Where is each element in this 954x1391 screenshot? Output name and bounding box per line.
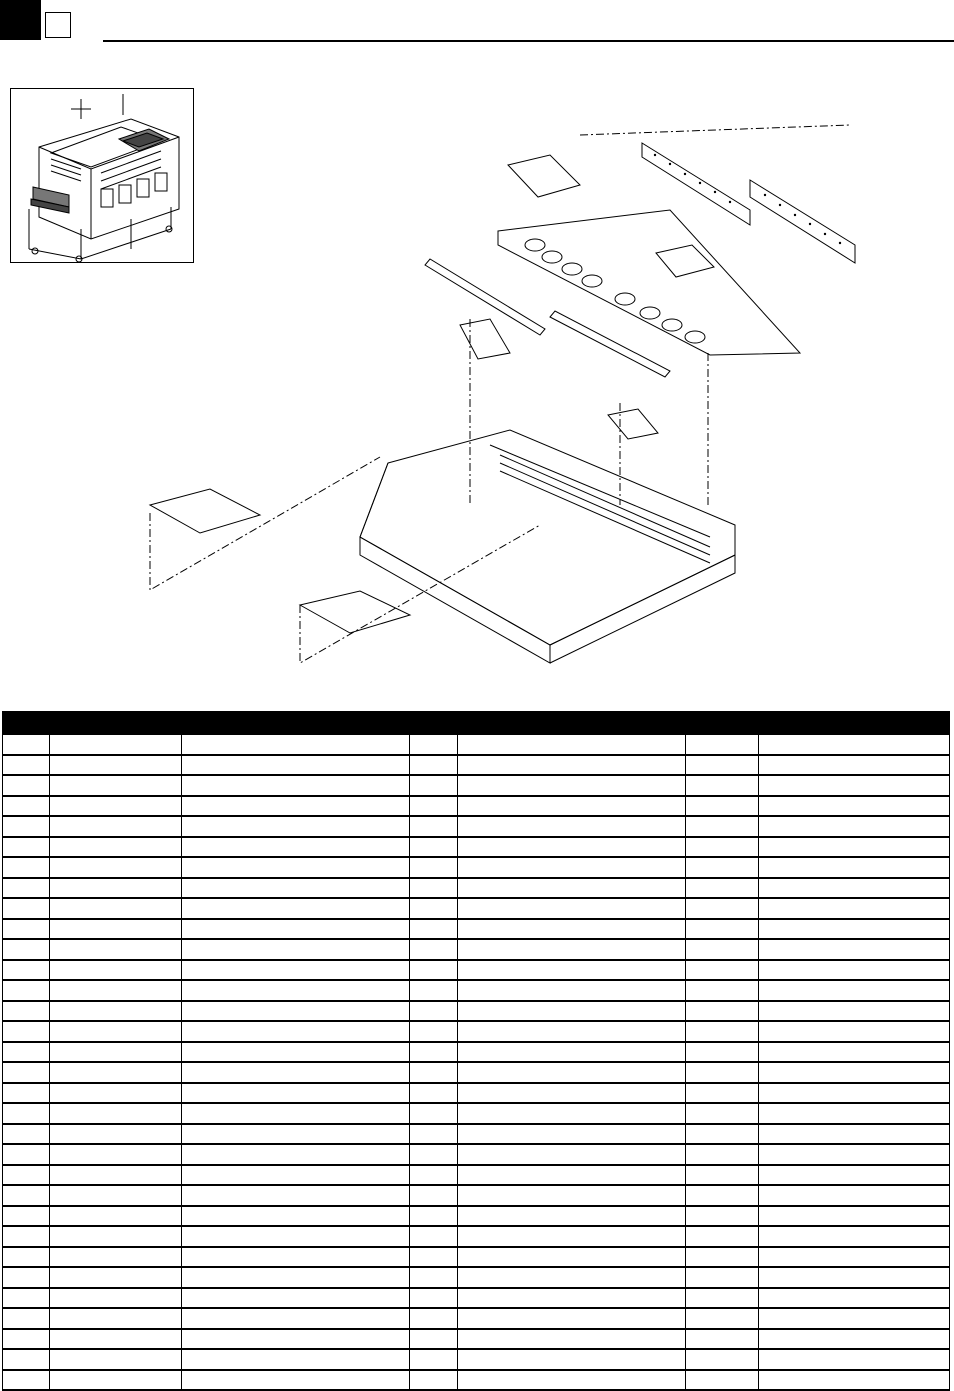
table-cell: [458, 1267, 686, 1288]
table-cell: [686, 1001, 759, 1022]
table-cell: [182, 878, 410, 899]
table-cell: [410, 1206, 458, 1227]
table-cell: [458, 1001, 686, 1022]
table-cell: [759, 816, 950, 837]
table-cell: [686, 1021, 759, 1042]
table-cell: [182, 1370, 410, 1391]
table-cell: [759, 1267, 950, 1288]
table-cell: [458, 1042, 686, 1063]
table-row: [3, 775, 950, 796]
table-cell: [410, 1042, 458, 1063]
table-cell: [3, 960, 50, 981]
table-cell: [759, 1165, 950, 1186]
table-cell: [182, 734, 410, 755]
table-cell: [182, 1165, 410, 1186]
table-cell: [686, 857, 759, 878]
table-cell: [686, 1247, 759, 1268]
table-cell: [3, 837, 50, 858]
table-cell: [182, 980, 410, 1001]
table-cell: [686, 1308, 759, 1329]
table-row: [3, 1267, 950, 1288]
table-cell: [3, 1226, 50, 1247]
base-comb: [500, 455, 710, 563]
table-cell: [686, 939, 759, 960]
table-cell: [50, 1206, 182, 1227]
table-header-row: [3, 712, 950, 735]
table-cell: [686, 1165, 759, 1186]
table-cell: [3, 775, 50, 796]
table-cell: [182, 1308, 410, 1329]
table-cell: [410, 1144, 458, 1165]
table-cell: [410, 1103, 458, 1124]
table-cell: [686, 1083, 759, 1104]
col-header: [759, 712, 950, 735]
table-cell: [3, 1370, 50, 1391]
table-cell: [759, 1288, 950, 1309]
table-cell: [410, 1062, 458, 1083]
ribbed-pad-top: [508, 155, 580, 197]
table-cell: [3, 1349, 50, 1370]
table-cell: [759, 939, 950, 960]
mat-right: [300, 591, 410, 633]
table-cell: [50, 816, 182, 837]
table-row: [3, 1329, 950, 1350]
table-cell: [410, 1329, 458, 1350]
table-cell: [686, 1349, 759, 1370]
table-cell: [50, 1042, 182, 1063]
table-cell: [182, 1042, 410, 1063]
table-row: [3, 1349, 950, 1370]
table-cell: [759, 960, 950, 981]
table-cell: [182, 1083, 410, 1104]
table-cell: [458, 960, 686, 981]
table-cell: [50, 919, 182, 940]
table-cell: [759, 1226, 950, 1247]
table-cell: [50, 1308, 182, 1329]
table-cell: [50, 1349, 182, 1370]
table-row: [3, 898, 950, 919]
table-cell: [759, 1001, 950, 1022]
table-cell: [458, 1247, 686, 1268]
table-cell: [458, 1349, 686, 1370]
table-cell: [410, 1349, 458, 1370]
table-cell: [759, 1124, 950, 1145]
parts-table-body: [3, 734, 950, 1390]
table-cell: [458, 1124, 686, 1145]
table-cell: [759, 1144, 950, 1165]
table-cell: [3, 898, 50, 919]
table-cell: [458, 857, 686, 878]
table-cell: [3, 1124, 50, 1145]
table-cell: [410, 1185, 458, 1206]
table-cell: [3, 857, 50, 878]
table-cell: [182, 1103, 410, 1124]
table-row: [3, 857, 950, 878]
table-cell: [410, 1267, 458, 1288]
table-cell: [686, 1103, 759, 1124]
table-cell: [182, 1288, 410, 1309]
table-cell: [3, 1185, 50, 1206]
table-cell: [182, 1267, 410, 1288]
table-cell: [410, 980, 458, 1001]
table-cell: [686, 980, 759, 1001]
mat-left: [150, 489, 260, 533]
table-cell: [759, 1247, 950, 1268]
table-cell: [182, 857, 410, 878]
table-cell: [458, 1083, 686, 1104]
table-cell: [686, 1062, 759, 1083]
table-cell: [759, 1083, 950, 1104]
table-row: [3, 1288, 950, 1309]
table-cell: [410, 1124, 458, 1145]
table-cell: [50, 1329, 182, 1350]
table-cell: [686, 960, 759, 981]
col-header: [458, 712, 686, 735]
table-cell: [759, 1042, 950, 1063]
table-cell: [458, 1206, 686, 1227]
table-cell: [686, 775, 759, 796]
table-cell: [182, 919, 410, 940]
table-cell: [50, 960, 182, 981]
table-cell: [410, 1165, 458, 1186]
table-cell: [686, 1329, 759, 1350]
table-row: [3, 1124, 950, 1145]
table-row: [3, 796, 950, 817]
table-row: [3, 1206, 950, 1227]
table-cell: [182, 1001, 410, 1022]
table-cell: [3, 878, 50, 899]
table-cell: [686, 919, 759, 940]
table-cell: [410, 1247, 458, 1268]
table-row: [3, 1021, 950, 1042]
table-cell: [50, 1103, 182, 1124]
section-index-box: [45, 12, 71, 38]
table-cell: [410, 1370, 458, 1391]
table-cell: [759, 919, 950, 940]
table-row: [3, 919, 950, 940]
table-cell: [458, 796, 686, 817]
table-row: [3, 1370, 950, 1391]
table-cell: [759, 980, 950, 1001]
table-cell: [458, 1144, 686, 1165]
table-row: [3, 1042, 950, 1063]
col-header: [410, 712, 458, 735]
col-header: [182, 712, 410, 735]
table-cell: [410, 1021, 458, 1042]
table-cell: [50, 775, 182, 796]
table-cell: [759, 796, 950, 817]
table-cell: [3, 1165, 50, 1186]
table-cell: [410, 919, 458, 940]
upper-plate-holes: [525, 239, 705, 343]
table-row: [3, 837, 950, 858]
table-cell: [3, 755, 50, 776]
table-cell: [50, 939, 182, 960]
table-cell: [50, 734, 182, 755]
table-cell: [458, 1288, 686, 1309]
table-cell: [182, 1185, 410, 1206]
table-cell: [759, 837, 950, 858]
ribbed-pad-center: [608, 409, 658, 439]
table-cell: [686, 1206, 759, 1227]
table-cell: [3, 796, 50, 817]
exploded-parts-diagram: [110, 85, 945, 680]
table-cell: [759, 1103, 950, 1124]
table-cell: [50, 857, 182, 878]
ribbed-pad-mid: [656, 245, 714, 277]
table-cell: [50, 1001, 182, 1022]
table-cell: [410, 857, 458, 878]
table-cell: [686, 837, 759, 858]
bar-left: [425, 259, 545, 335]
table-cell: [3, 1021, 50, 1042]
table-cell: [50, 1288, 182, 1309]
table-cell: [759, 1370, 950, 1391]
table-cell: [3, 816, 50, 837]
table-cell: [182, 1021, 410, 1042]
table-cell: [759, 1308, 950, 1329]
table-cell: [759, 775, 950, 796]
ribbed-pad-left: [460, 319, 510, 359]
rear-rail: [642, 143, 750, 225]
table-cell: [3, 1062, 50, 1083]
table-cell: [458, 939, 686, 960]
table-cell: [759, 857, 950, 878]
table-cell: [686, 1042, 759, 1063]
table-row: [3, 1144, 950, 1165]
col-header: [3, 712, 50, 735]
table-row: [3, 816, 950, 837]
table-cell: [3, 1144, 50, 1165]
table-cell: [3, 1083, 50, 1104]
side-rail: [750, 180, 855, 263]
table-cell: [182, 939, 410, 960]
table-cell: [458, 816, 686, 837]
table-row: [3, 1185, 950, 1206]
table-cell: [410, 939, 458, 960]
table-cell: [182, 796, 410, 817]
table-cell: [50, 1124, 182, 1145]
table-row: [3, 1083, 950, 1104]
table-cell: [3, 1329, 50, 1350]
table-cell: [182, 775, 410, 796]
table-cell: [759, 1185, 950, 1206]
table-row: [3, 1165, 950, 1186]
table-cell: [3, 939, 50, 960]
table-row: [3, 1062, 950, 1083]
bar-right: [550, 311, 670, 377]
table-cell: [686, 796, 759, 817]
table-cell: [686, 1144, 759, 1165]
table-cell: [50, 1267, 182, 1288]
table-cell: [410, 1308, 458, 1329]
table-cell: [686, 1124, 759, 1145]
table-row: [3, 1103, 950, 1124]
table-cell: [3, 1308, 50, 1329]
table-cell: [458, 1103, 686, 1124]
table-cell: [410, 837, 458, 858]
table-cell: [458, 734, 686, 755]
table-cell: [458, 898, 686, 919]
table-cell: [50, 1021, 182, 1042]
table-row: [3, 1226, 950, 1247]
table-cell: [686, 1288, 759, 1309]
col-header: [686, 712, 759, 735]
table-cell: [410, 1083, 458, 1104]
table-cell: [458, 1185, 686, 1206]
table-row: [3, 1247, 950, 1268]
table-row: [3, 1308, 950, 1329]
table-cell: [410, 1288, 458, 1309]
table-cell: [410, 960, 458, 981]
table-row: [3, 878, 950, 899]
table-cell: [759, 1349, 950, 1370]
table-cell: [686, 898, 759, 919]
table-cell: [3, 1103, 50, 1124]
table-cell: [458, 837, 686, 858]
table-cell: [686, 878, 759, 899]
table-cell: [759, 734, 950, 755]
table-cell: [182, 1349, 410, 1370]
table-cell: [458, 980, 686, 1001]
table-cell: [458, 775, 686, 796]
table-cell: [182, 1247, 410, 1268]
table-cell: [3, 1288, 50, 1309]
table-cell: [50, 1083, 182, 1104]
upper-plate: [498, 210, 800, 355]
table-cell: [686, 1226, 759, 1247]
table-cell: [3, 734, 50, 755]
table-cell: [50, 1062, 182, 1083]
table-cell: [182, 1206, 410, 1227]
table-cell: [50, 1144, 182, 1165]
table-cell: [410, 816, 458, 837]
col-header: [50, 712, 182, 735]
table-cell: [686, 755, 759, 776]
table-cell: [759, 1206, 950, 1227]
parts-list-table: [2, 711, 950, 1391]
table-cell: [50, 1226, 182, 1247]
table-cell: [458, 1165, 686, 1186]
table-cell: [50, 755, 182, 776]
table-cell: [182, 755, 410, 776]
table-cell: [759, 1021, 950, 1042]
header-rule: [103, 40, 954, 42]
table-cell: [3, 1001, 50, 1022]
table-cell: [458, 1226, 686, 1247]
table-cell: [410, 1001, 458, 1022]
table-cell: [182, 960, 410, 981]
table-cell: [410, 878, 458, 899]
table-cell: [182, 1329, 410, 1350]
table-cell: [410, 1226, 458, 1247]
table-cell: [182, 1062, 410, 1083]
base-frame: [360, 430, 735, 645]
table-cell: [50, 878, 182, 899]
table-cell: [50, 1370, 182, 1391]
table-cell: [759, 755, 950, 776]
table-cell: [410, 755, 458, 776]
table-row: [3, 1001, 950, 1022]
table-cell: [686, 1185, 759, 1206]
table-cell: [458, 919, 686, 940]
table-row: [3, 755, 950, 776]
table-cell: [458, 1062, 686, 1083]
table-row: [3, 960, 950, 981]
table-cell: [3, 1206, 50, 1227]
table-cell: [182, 898, 410, 919]
table-cell: [182, 816, 410, 837]
table-cell: [759, 1329, 950, 1350]
table-cell: [182, 1226, 410, 1247]
table-cell: [50, 796, 182, 817]
table-cell: [458, 1308, 686, 1329]
table-row: [3, 734, 950, 755]
table-cell: [182, 837, 410, 858]
table-cell: [182, 1144, 410, 1165]
table-cell: [410, 775, 458, 796]
table-row: [3, 980, 950, 1001]
section-tab-marker: [0, 0, 41, 40]
table-cell: [759, 878, 950, 899]
table-cell: [3, 1247, 50, 1268]
table-cell: [3, 980, 50, 1001]
table-cell: [759, 898, 950, 919]
table-cell: [410, 898, 458, 919]
table-cell: [3, 919, 50, 940]
table-cell: [686, 816, 759, 837]
table-cell: [410, 796, 458, 817]
table-cell: [50, 837, 182, 858]
table-cell: [50, 980, 182, 1001]
table-cell: [458, 755, 686, 776]
table-cell: [50, 1185, 182, 1206]
table-cell: [686, 734, 759, 755]
table-cell: [410, 734, 458, 755]
table-cell: [458, 1329, 686, 1350]
table-cell: [759, 1062, 950, 1083]
table-row: [3, 939, 950, 960]
table-cell: [50, 1247, 182, 1268]
table-cell: [50, 898, 182, 919]
table-cell: [686, 1370, 759, 1391]
table-cell: [182, 1124, 410, 1145]
table-cell: [458, 1370, 686, 1391]
table-cell: [50, 1165, 182, 1186]
table-cell: [458, 878, 686, 899]
table-cell: [686, 1267, 759, 1288]
table-cell: [3, 1042, 50, 1063]
table-cell: [3, 1267, 50, 1288]
table-cell: [458, 1021, 686, 1042]
